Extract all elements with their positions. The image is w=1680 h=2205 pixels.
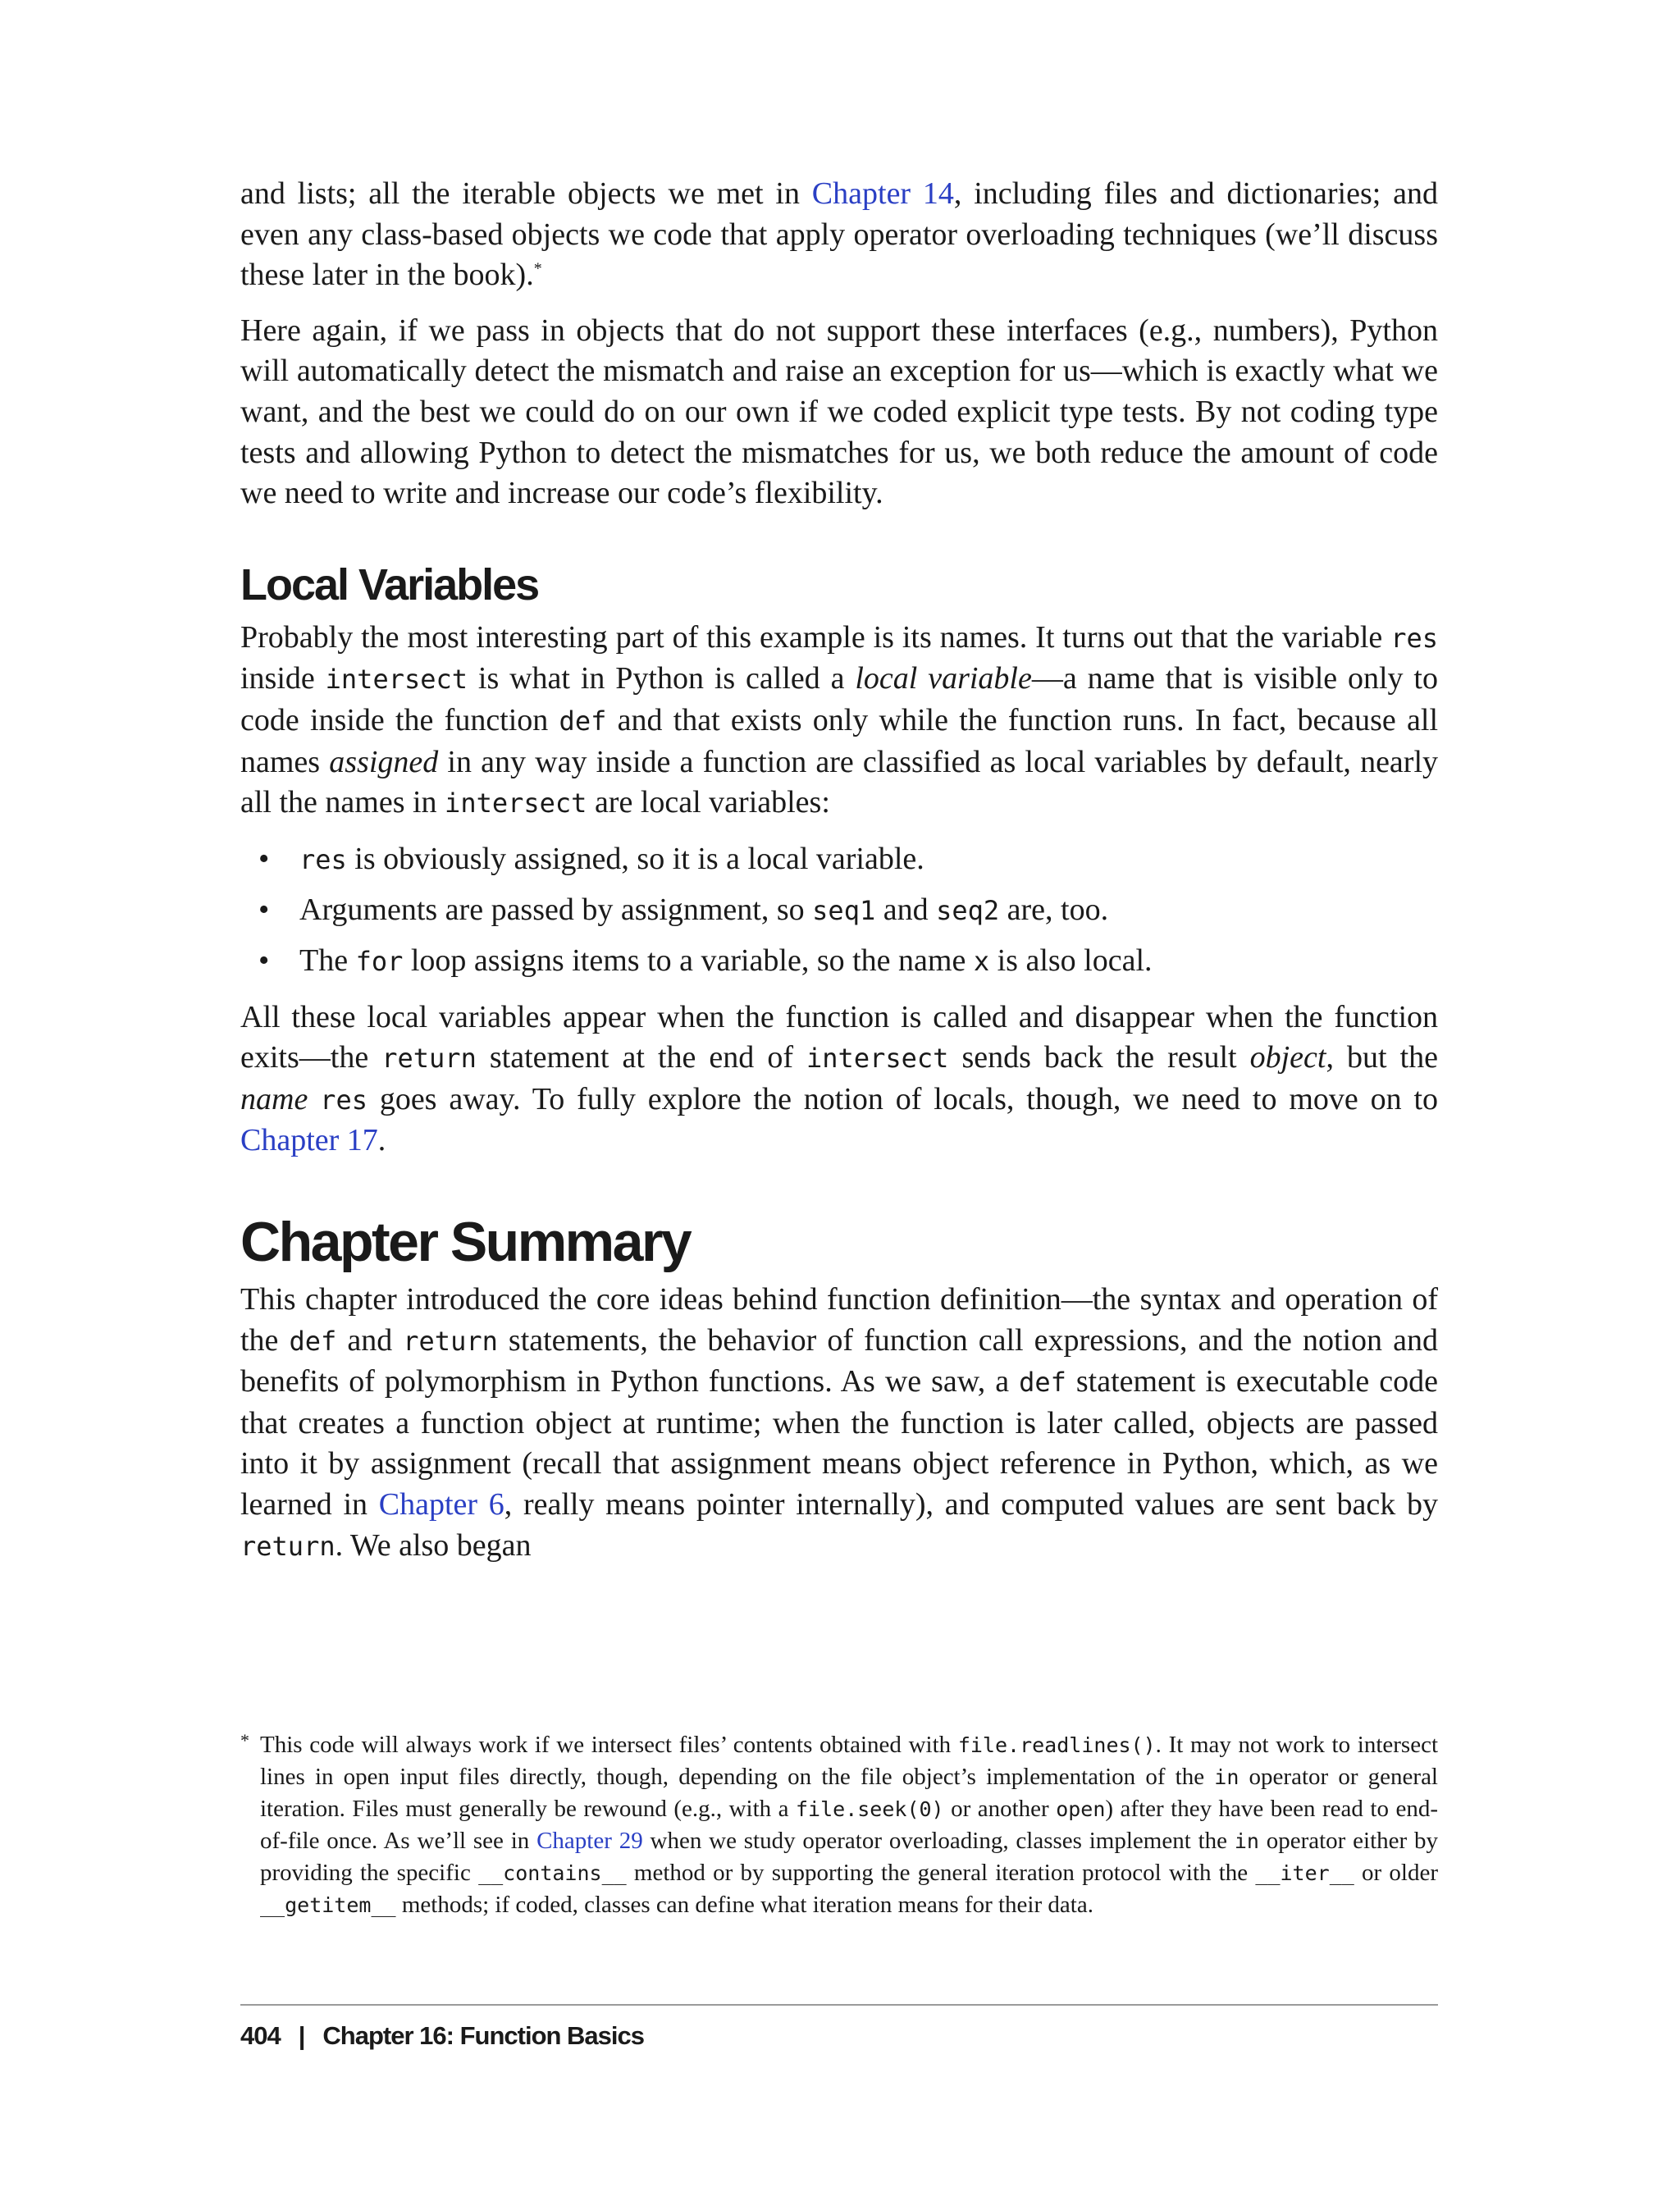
footer-separator: | (298, 2021, 305, 2050)
local-variables-list (240, 839, 1438, 983)
chapter-14-link[interactable]: Chapter 14 (811, 176, 954, 211)
paragraph-locals-lifetime: All these local variables appear when the function is called and disappear when the function exits—the return statement at the end of intersect sends back the result object, but the name res goes away. To fully explore the notion of locals, though, we need to move on to Chapter 17. (240, 999, 1439, 1158)
footer-divider (240, 2004, 1438, 2006)
page-footer (240, 2020, 644, 2052)
chapter-29-link[interactable]: Chapter 29 (536, 1828, 643, 1854)
page-number: 404 (240, 2021, 281, 2050)
section-heading-local-variables: Local Variables (240, 559, 539, 609)
footnote (240, 1729, 1438, 1921)
footnote-text: This code will always work if we intersect files’ contents obtained with file.readlines(). It may not work to intersect lines in open input files directly, though, depending on the file object’s implementation of the in operator or general iteration. Files must generally be rewound (e.g., with a file.seek(0) or another open) after they have been read to end-of-file once. As we’ll see in Chapter 29 when we study operator overloading, classes implement the in operator either by providing the specific __contains__ method or by supporting the general iteration protocol with the __iter__ or older __getitem__ methods; if coded, classes can define what iteration means for their data. (260, 1732, 1439, 1918)
paragraph-iterables: and lists; all the iterable objects we met in Chapter 14, including files and dictionaries; and even any class-based objects we code that apply operator overloading techniques (we’ll discuss these later in the book).* (240, 176, 1438, 293)
paragraph-local-variables: Probably the most interesting part of this example is its names. It turns out that the variable res inside intersect is what in Python is called a local variable—a name that is visible only to code inside the function def and that exists only while the function runs. In fact, because all names assigned in any way inside a function are classified as local variables by default, nearly all the names in intersect are local variables: (240, 619, 1439, 820)
chapter-6-link[interactable]: Chapter 6 (378, 1487, 504, 1522)
bullet-icon: • (258, 892, 270, 927)
bullet-icon: • (258, 841, 270, 876)
list-item: • res is obviously assigned, so it is a local variable. (240, 839, 1438, 881)
section-heading-chapter-summary: Chapter Summary (240, 1211, 691, 1274)
chapter-17-link[interactable]: Chapter 17 (240, 1123, 378, 1158)
paragraph-interfaces: Here again, if we pass in objects that do not support these interfaces (e.g., numbers), Python will automatically detect the mismatch and raise an exception for us—which is exactly what we want, and the best we could do on our own if we coded explicit type tests. By not coding type tests and allowing Python to detect the mismatches for us, we both reduce the amount of code we need to write and increase our code’s flexibility. (240, 313, 1438, 511)
running-chapter-title: Chapter 16: Function Basics (322, 2021, 645, 2050)
main-content (240, 174, 1438, 1582)
footnote-marker[interactable]: * (533, 259, 542, 278)
paragraph-chapter-summary: This chapter introduced the core ideas behind function definition—the syntax and operation of the def and return statements, the behavior of function call expressions, and the notion and benefits of polymorphism in Python functions. As we saw, a def statement is executable code that creates a function object at runtime; when the function is later called, objects are passed into it by assignment (recall that assignment means object reference in Python, which, as we learned in Chapter 6, really means pointer internally), and computed values are sent back by return. We also began (240, 1282, 1438, 1563)
bullet-icon: • (258, 943, 270, 979)
footnote-mark: * (240, 1730, 249, 1751)
list-item: • The for loop assigns items to a variable, so the name x is also local. (240, 941, 1438, 983)
list-item: • Arguments are passed by assignment, so seq1 and seq2 are, too. (240, 890, 1438, 932)
